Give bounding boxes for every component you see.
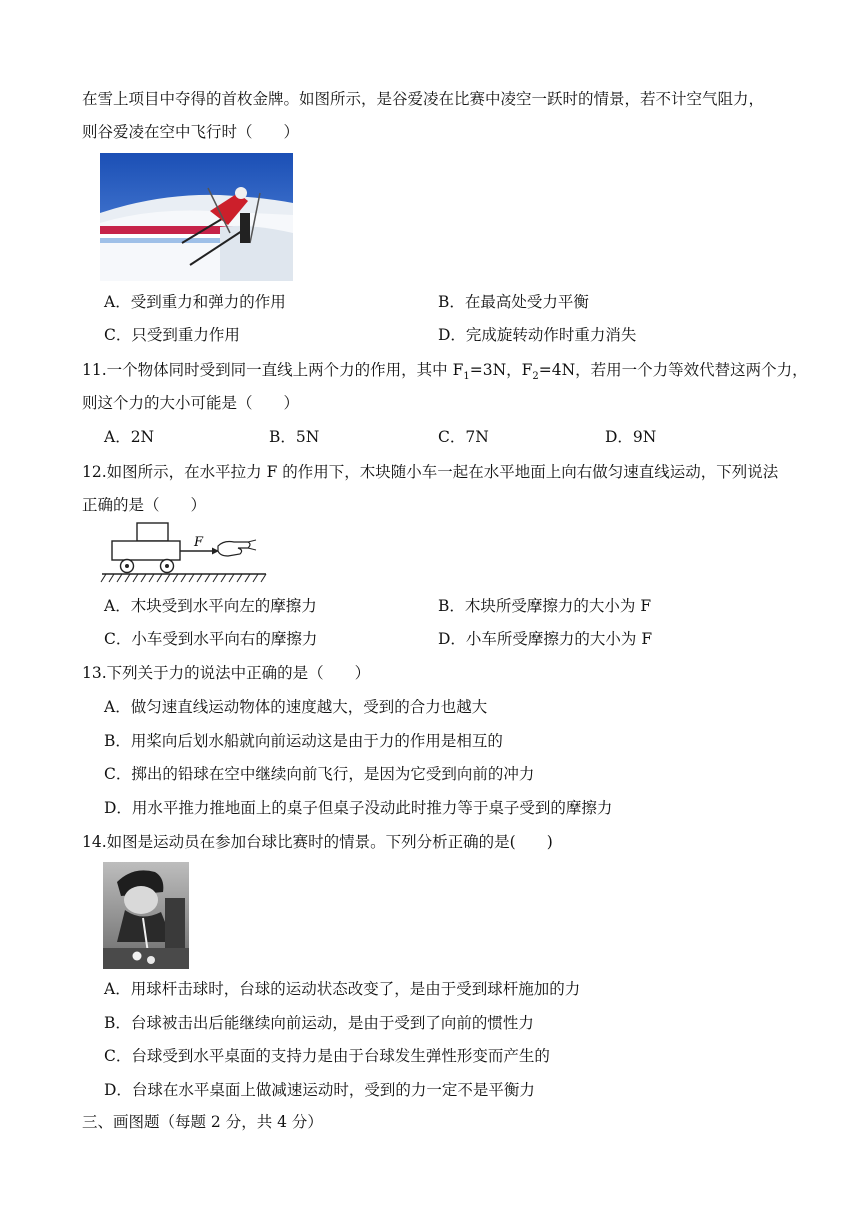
ground-hatching (101, 574, 266, 582)
q11-text-line1: 11.一个物体同时受到同一直线上两个力的作用，其中 $F_1=3N$，$F_2=4N$，若用一个力等效代替这两个力， (82, 361, 808, 383)
q12-option-a: A．木块受到水平向左的摩擦力 (104, 597, 317, 615)
q13-option-d: D．用水平推力推地面上的桌子但桌子没动此时推力等于桌子受到的摩擦力 (104, 799, 613, 817)
q11-option-b: B．5N (269, 428, 320, 446)
q12-option-b: B．木块所受摩擦力的大小为 F (438, 597, 652, 615)
q12-text-line1: 12.如图所示，在水平拉力 F 的作用下，木块随小车一起在水平地面上向右做匀速直线运动，下列说法 (82, 463, 779, 481)
q14-option-d: D．台球在水平桌面上做减速运动时，受到的力一定不是平衡力 (104, 1081, 535, 1099)
hand-icon (218, 542, 250, 557)
q12-option-d: D．小车所受摩擦力的大小为 F (438, 630, 653, 648)
q10-text-line2: 则谷爱凌在空中飞行时（ ） (82, 123, 300, 141)
q13-option-b: B．用桨向后划水船就向前运动这是由于力的作用是相互的 (104, 732, 503, 750)
skier-photo (100, 153, 293, 281)
q12-option-c: C．小车受到水平向右的摩擦力 (104, 630, 318, 648)
q12-text-line2: 正确的是（ ） (82, 496, 207, 514)
q10-option-c: C．只受到重力作用 (104, 326, 240, 344)
q14-option-a: A．用球杆击球时，台球的运动状态改变了，是由于受到球杆施加的力 (104, 980, 581, 998)
cart-diagram (100, 520, 268, 584)
q10-option-d: D．完成旋转动作时重力消失 (438, 326, 637, 344)
q14-option-c: C．台球受到水平桌面的支持力是由于台球发生弹性形变而产生的 (104, 1047, 550, 1065)
q13-option-c: C．掷出的铅球在空中继续向前飞行，是因为它受到向前的冲力 (104, 765, 535, 783)
q13-option-a: A．做匀速直线运动物体的速度越大，受到的合力也越大 (104, 698, 488, 716)
q10-text-line1: 在雪上项目中夺得的首枚金牌。如图所示，是谷爱凌在比赛中凌空一跃时的情景，若不计空气阻力， (82, 90, 765, 108)
q14-option-b: B．台球被击出后能继续向前运动，是由于受到了向前的惯性力 (104, 1014, 534, 1032)
q10-option-a: A．受到重力和弹力的作用 (104, 293, 286, 311)
q11-option-c: C．7N (438, 428, 489, 446)
q11-text-line2: 则这个力的大小可能是（ ） (82, 394, 300, 412)
q14-text-line1: 14.如图是运动员在参加台球比赛时的情景。下列分析正确的是( ) (82, 833, 553, 851)
billiards-photo (103, 862, 189, 969)
cart-body (112, 541, 180, 560)
wood-block (137, 523, 168, 541)
q11-option-d: D．9N (605, 428, 657, 446)
force-label: F (194, 535, 204, 550)
section-heading: 三、画图题（每题 2 分，共 4 分） (82, 1113, 323, 1131)
q11-option-a: A．2N (104, 428, 155, 446)
q13-text-line1: 13.下列关于力的说法中正确的是（ ） (82, 664, 371, 682)
q10-option-b: B．在最高处受力平衡 (438, 293, 589, 311)
